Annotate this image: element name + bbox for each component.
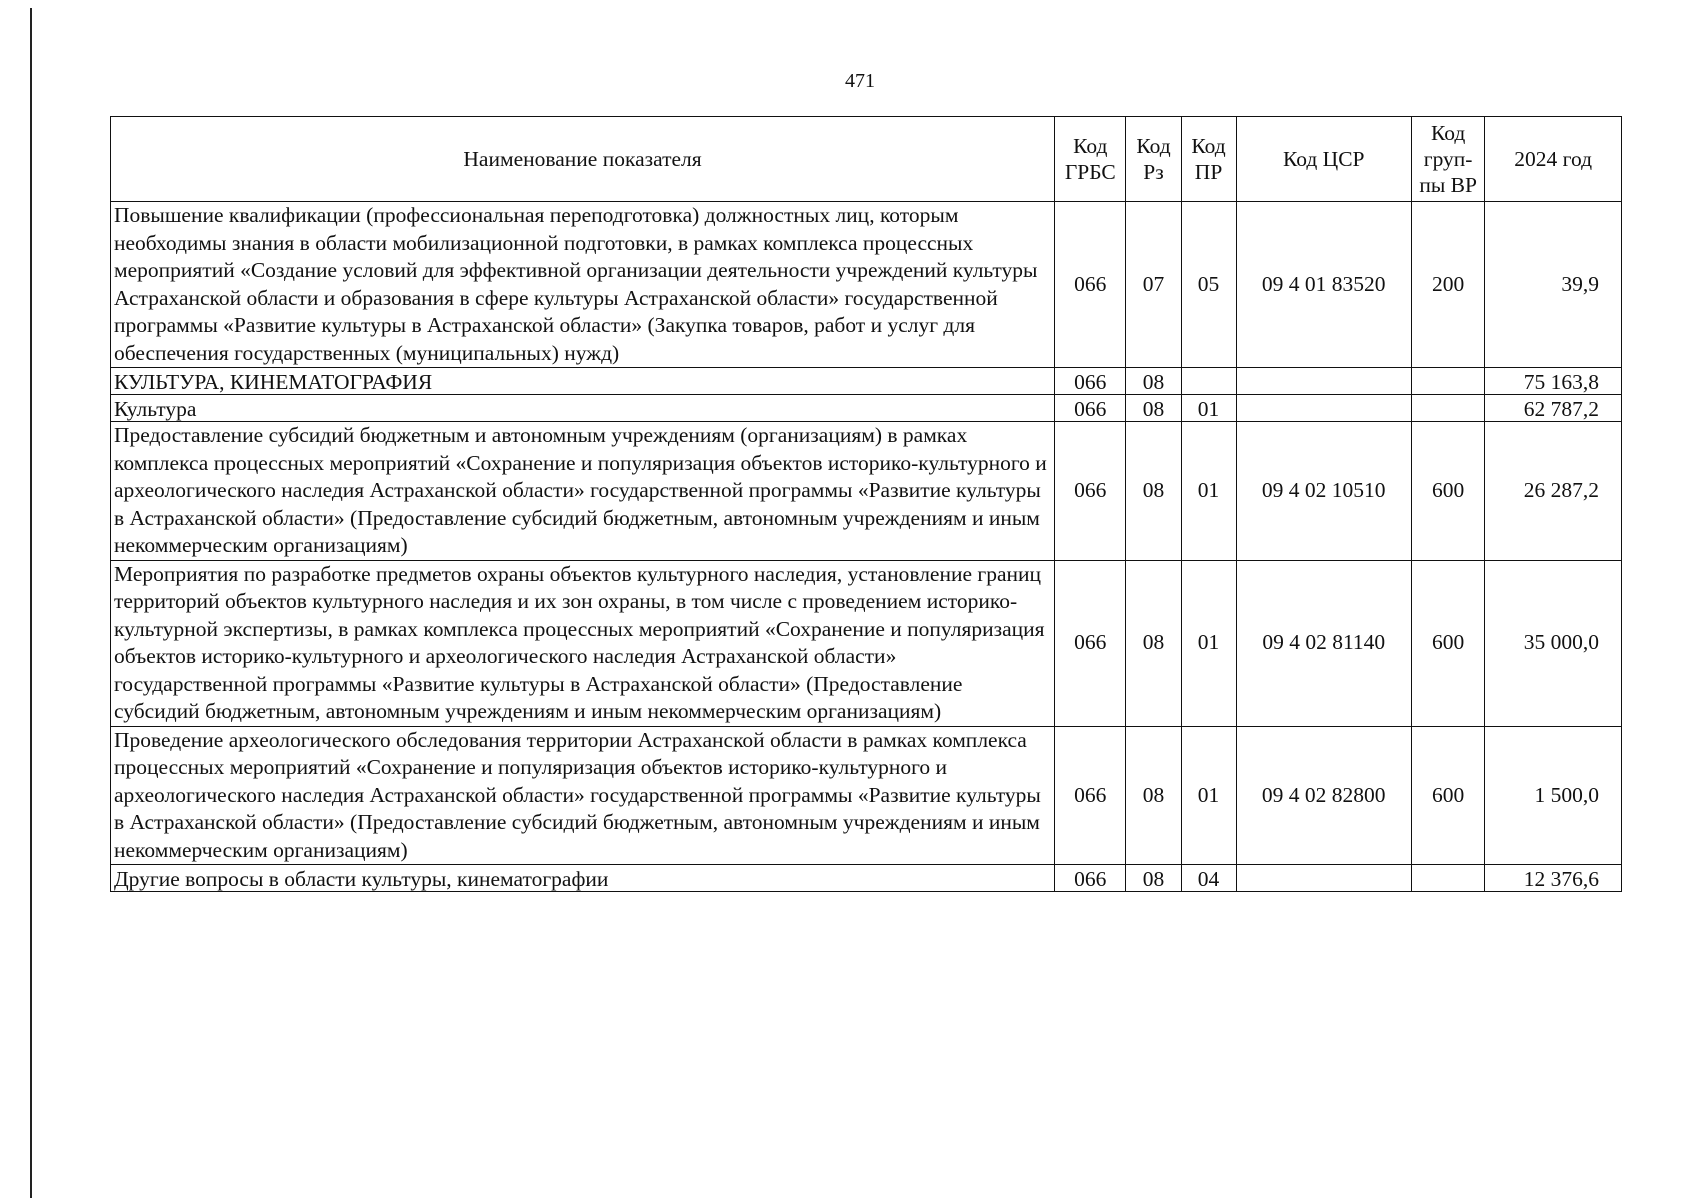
row-grbs: 066	[1055, 395, 1126, 422]
row-grbs: 066	[1055, 560, 1126, 726]
header-rz: Код Рз	[1126, 117, 1181, 202]
row-rz: 08	[1126, 395, 1181, 422]
row-rz: 08	[1126, 368, 1181, 395]
row-csr	[1236, 865, 1411, 892]
table-row	[111, 560, 1622, 726]
row-pr: 01	[1181, 726, 1236, 865]
row-csr: 09 4 01 83520	[1236, 202, 1411, 368]
row-pr: 01	[1181, 560, 1236, 726]
row-amount: 35 000,0	[1485, 560, 1622, 726]
header-csr: Код ЦСР	[1236, 117, 1411, 202]
table-row	[111, 726, 1622, 865]
table-row	[111, 395, 1622, 422]
row-pr	[1181, 368, 1236, 395]
row-name: Проведение археологического обследования территории Астраханской области в рамках комплекса процессных мероприятий «Сохранение и популяризация объектов историко-культурного и археологического наследия Астраханской области» государственной программы «Развитие культуры в Астраханской области» (Предоставление субсидий бюджетным, автономным учреждениям и иным некоммерческим организациям)	[111, 726, 1055, 865]
table-row	[111, 202, 1622, 368]
table-header-row	[111, 117, 1622, 202]
row-csr: 09 4 02 81140	[1236, 560, 1411, 726]
row-pr: 04	[1181, 865, 1236, 892]
row-amount: 12 376,6	[1485, 865, 1622, 892]
row-vr: 200	[1411, 202, 1484, 368]
row-grbs: 066	[1055, 422, 1126, 561]
row-rz: 08	[1126, 726, 1181, 865]
row-rz: 07	[1126, 202, 1181, 368]
header-vr: Код груп-пы ВР	[1411, 117, 1484, 202]
row-vr: 600	[1411, 560, 1484, 726]
row-grbs: 066	[1055, 202, 1126, 368]
row-rz: 08	[1126, 422, 1181, 561]
header-year: 2024 год	[1485, 117, 1622, 202]
header-name: Наименование показателя	[111, 117, 1055, 202]
row-pr: 01	[1181, 395, 1236, 422]
row-name: КУЛЬТУРА, КИНЕМАТОГРАФИЯ	[111, 368, 1055, 395]
row-amount: 62 787,2	[1485, 395, 1622, 422]
row-csr: 09 4 02 82800	[1236, 726, 1411, 865]
row-grbs: 066	[1055, 726, 1126, 865]
row-pr: 01	[1181, 422, 1236, 561]
row-vr	[1411, 865, 1484, 892]
row-vr: 600	[1411, 726, 1484, 865]
row-csr	[1236, 368, 1411, 395]
table-row	[111, 422, 1622, 561]
row-grbs: 066	[1055, 368, 1126, 395]
table-row	[111, 865, 1622, 892]
row-pr: 05	[1181, 202, 1236, 368]
row-rz: 08	[1126, 865, 1181, 892]
row-amount: 26 287,2	[1485, 422, 1622, 561]
row-vr	[1411, 395, 1484, 422]
budget-table	[110, 116, 1622, 892]
row-amount: 75 163,8	[1485, 368, 1622, 395]
row-amount: 39,9	[1485, 202, 1622, 368]
header-pr: Код ПР	[1181, 117, 1236, 202]
table-row	[111, 368, 1622, 395]
row-name: Другие вопросы в области культуры, кинематографии	[111, 865, 1055, 892]
row-vr: 600	[1411, 422, 1484, 561]
row-rz: 08	[1126, 560, 1181, 726]
row-csr	[1236, 395, 1411, 422]
row-name: Предоставление субсидий бюджетным и автономным учреждениям (организациям) в рамках комплекса процессных мероприятий «Сохранение и популяризация объектов историко-культурного и археологического наследия Астраханской области» государственной программы «Развитие культуры в Астраханской области» (Предоставление субсидий бюджетным, автономным учреждениям и иным некоммерческим организациям)	[111, 422, 1055, 561]
row-name: Мероприятия по разработке предметов охраны объектов культурного наследия, установление границ территорий объектов культурного наследия и их зон охраны, в том числе с проведением историко-культурной экспертизы, в рамках комплекса процессных мероприятий «Сохранение и популяризация объектов историко-культурного и археологического наследия Астраханской области» государственной программы «Развитие культуры в Астраханской области» (Предоставление субсидий бюджетным, автономным учреждениям и иным некоммерческим организациям)	[111, 560, 1055, 726]
row-amount: 1 500,0	[1485, 726, 1622, 865]
row-name: Культура	[111, 395, 1055, 422]
row-vr	[1411, 368, 1484, 395]
scan-edge-line	[30, 8, 32, 1198]
header-grbs: Код ГРБС	[1055, 117, 1126, 202]
page-number: 471	[845, 70, 875, 92]
row-grbs: 066	[1055, 865, 1126, 892]
row-csr: 09 4 02 10510	[1236, 422, 1411, 561]
row-name: Повышение квалификации (профессиональная переподготовка) должностных лиц, которым необходимы знания в области мобилизационной подготовки, в рамках комплекса процессных мероприятий «Создание условий для эффективной организации деятельности учреждений культуры Астраханской области и образования в сфере культуры Астраханской области» государственной программы «Развитие культуры в Астраханской области» (Закупка товаров, работ и услуг для обеспечения государственных (муниципальных) нужд)	[111, 202, 1055, 368]
